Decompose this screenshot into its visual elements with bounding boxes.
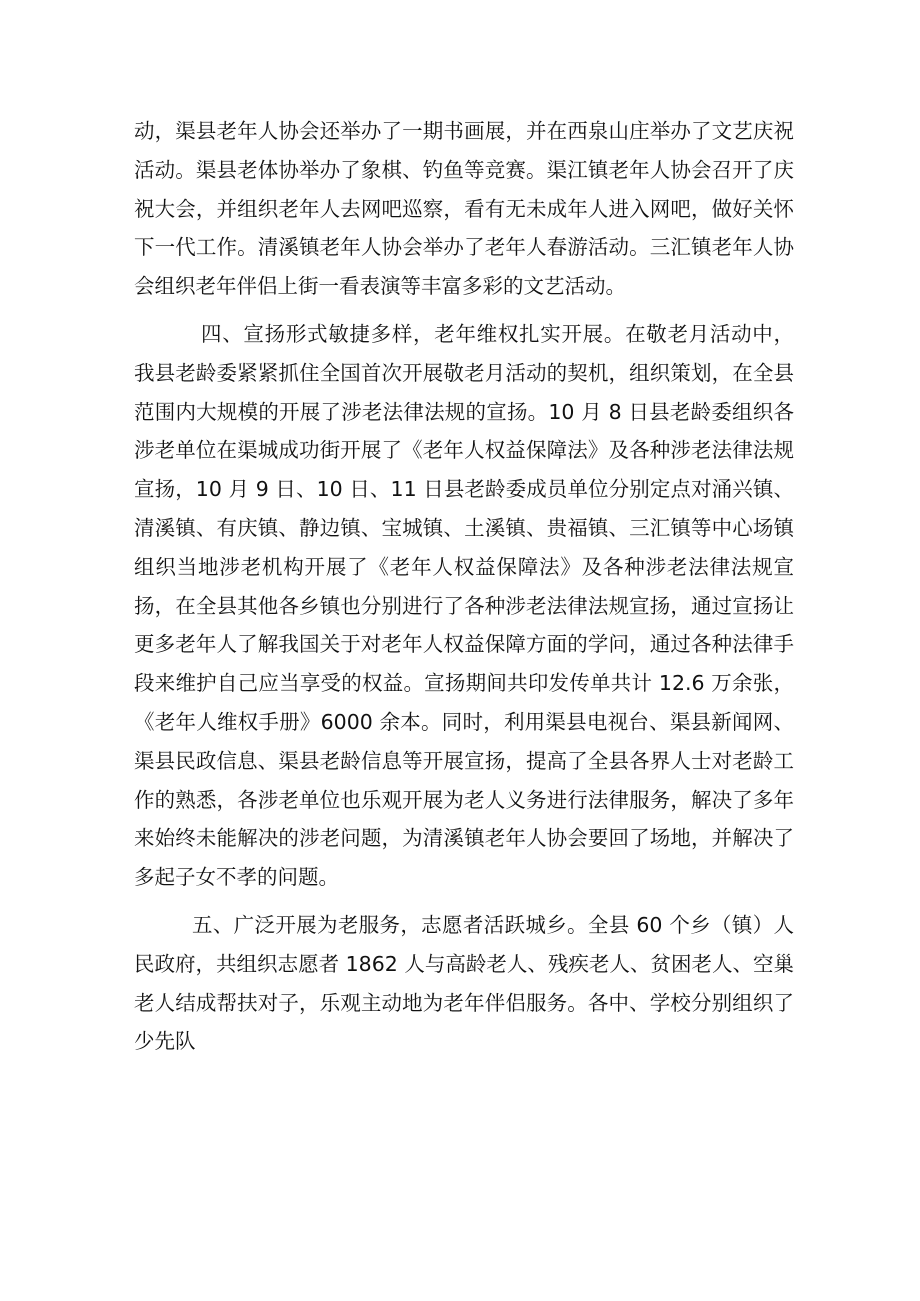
paragraph-section-four: 四、宣扬形式敏捷多样，老年维权扎实开展。在敬老月活动中，我县老龄委紧紧抓住全国首次开展敬老月活动的契机，组织策划，在全县范围内大规模的开展了涉老法律法规的宣扬。10 月 8 日县老龄委组织各涉老单位在渠城成功街开展了《老年人权益保障法》及各种涉老法律法规宣扬，10 月 9 日、10 日、11 日县老龄委成员单位分别定点对涌兴镇、清溪镇、有庆镇、静边镇、宝城镇、土溪镇、贵福镇、三汇镇等中心场镇组织当地涉老机构开展了《老年人权益保障法》及各种涉老法律法规宣扬，在全县其他各乡镇也分别进行了各种涉老法律法规宣扬，通过宣扬让更多老年人了解我国关于对老年人权益保障方面的学问，通过各种法律手段来维护自己应当享受的权益。宣扬期间共印发传单共计 12.6 万余张，《老年人维权手册》6000 余本。同时，利用渠县电视台、渠县新闻网、渠县民政信息、渠县老龄信息等开展宣扬，提高了全县各界人士对老龄工作的熟悉，各涉老单位也乐观开展为老人义务进行法律服务，解决了多年来始终未能解决的涉老问题，为清溪镇老年人协会要回了场地，并解决了多起子女不孝的问题。 <box>134 321 794 890</box>
paragraph-section-five: 五、广泛开展为老服务，志愿者活跃城乡。全县 60 个乡（镇）人民政府，共组织志愿者 1862 人与高龄老人、残疾老人、贫困老人、空巢老人结成帮扶对子，乐观主动地为老年伴侣服务。各中、学校分别组织了少先队 <box>134 912 794 1054</box>
document-body <box>134 112 794 1061</box>
paragraph-activities: 动，渠县老年人协会还举办了一期书画展，并在西泉山庄举办了文艺庆祝活动。渠县老体协举办了象棋、钓鱼等竞赛。渠江镇老年人协会召开了庆祝大会，并组织老年人去网吧巡察，看有无未成年人进入网吧，做好关怀下一代工作。清溪镇老年人协会举办了老年人春游活动。三汇镇老年人协会组织老年伴侣上街一看表演等丰富多彩的文艺活动。 <box>134 119 794 299</box>
